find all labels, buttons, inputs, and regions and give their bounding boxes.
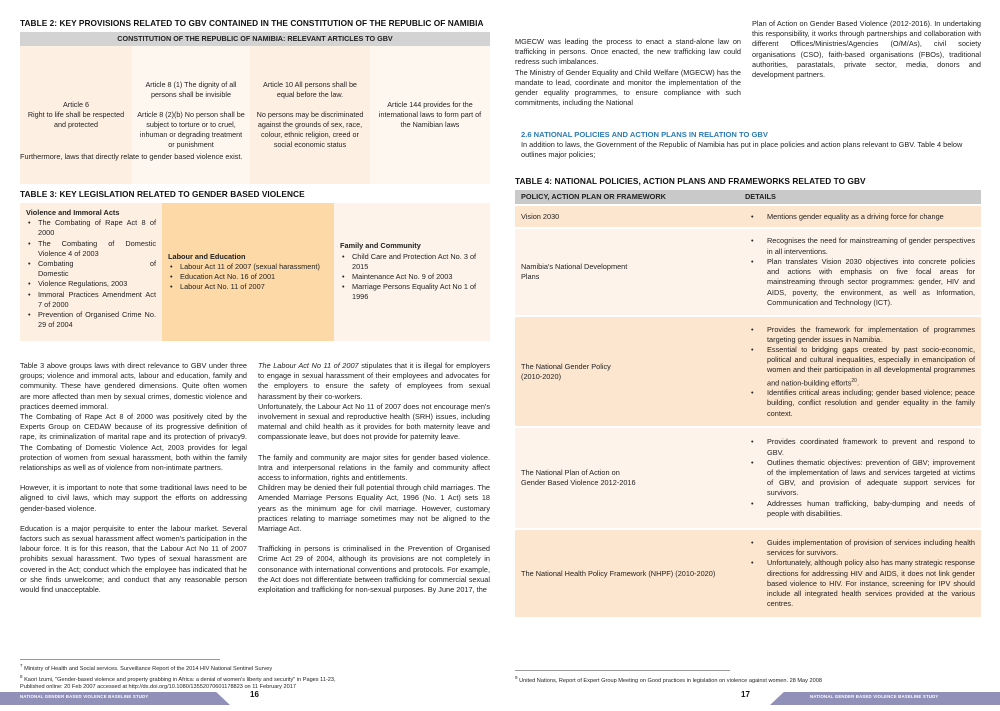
footer-title-right: NATIONAL GENDER BASED VIOLENCE BASELINE STUDY bbox=[810, 694, 939, 699]
list-item: • Child Care and Protection Act No. 3 of 2015 bbox=[340, 252, 484, 272]
list-item: • Labour Act No. 11 of 2007 bbox=[168, 282, 328, 292]
list-item: • Combating of Domestic bbox=[26, 259, 156, 279]
table4-header-details: DETAILS bbox=[739, 190, 981, 205]
list-item: • Maintenance Act No. 9 of 2003 bbox=[340, 272, 484, 282]
footnote: $^7$ Ministry of Health and Social services. Surveillance Report of the 2014 HIV National Sentinel Survey bbox=[20, 663, 273, 672]
section-text: In addition to laws, the Government of the Republic of Namibia has put in place policies and action plans relevant to GBV. Table 4 below outlines major policies; bbox=[521, 140, 963, 160]
paragraph: The Labour Act No 11 of 2007 stipulates that it is illegal for employers to engage in sexual harassment of their employees and advocates for the employers to ensure the safety of employees from sexual harassment by their co-workers. bbox=[258, 361, 490, 401]
left-column-2 bbox=[258, 361, 490, 595]
section-heading: 2.6 NATIONAL POLICIES AND ACTION PLANS IN RELATION TO GBV bbox=[521, 130, 768, 139]
footnote: $^8$ Kaori Izumi, "Gender-based violence and property grabbing in Africa: a denial of women's liberty and security" in Pages 11-23, bbox=[20, 673, 336, 683]
right-top-column-2: Plan of Action on Gender Based Violence (2012-2016). In undertaking this responsibility, it works through partnerships and collaboration with different Offices/Ministries/Agencies (O/M/As), civil society organisations (CSO), faith-based organisations (FBOs), traditional authorities, parastatals, private sector, media, donors and development partners. bbox=[752, 19, 981, 80]
table-row: The National Gender Policy (2010-2020) • Provides the framework for implementation of programmes targeting gender issues in Namibia. • Essential to bridging gaps created by past socio-economic, political and cultural inequalities, especially in emancipation of women and their participation in all developmental programmes and nation-building efforts$^{20}$. • Identifies critical areas including; gender based violence; peace building, conflict resolution and gender equality in the family context. bbox=[515, 316, 981, 427]
page-number-left: 16 bbox=[250, 690, 259, 699]
right-top-column-1: MGECW was leading the process to enact a stand-alone law on trafficking in persons. Once enacted, the new trafficking law could redress such imbalances. The Ministry of Gender Equality and Child Welfare (MGECW) has the mandate to lead, coordinate and monitor the implementation of the gender equality programmes, to ensure compliance with such commitments, including the National bbox=[515, 37, 741, 108]
list-item: • Immoral Practices Amendment Act 7 of 2000 bbox=[26, 290, 156, 310]
list-item: • Marriage Persons Equality Act No 1 of 1996 bbox=[340, 282, 484, 302]
paragraph: Trafficking in persons is criminalised in the Prevention of Organised Crime Act 29 of 2004, although its provisions are not completely in consonance with international conventions and protocols. For example, the Act does not differentiate between trafficking for commercial sexual exploitation and trafficking for non-sexual purposes. By June 2017, the bbox=[258, 544, 490, 595]
footnote-right: $^9$ United Nations, Report of Expert Group Meeting on Good practices in legislation on violence against women. 28 May 2008 bbox=[515, 675, 822, 684]
paragraph: Education is a major perquisite to enter the labour market. Several factors such as sexual harassment affect women's participation in the labour force. It is for this reason, that the Labour Act No 11 of 2007 prohibits sexual harassment. Two types of sexual harassment are covered in the Act; conduct which the employee has indicated that he or she finds unwelcome; and conduct that any reasonable person would find unacceptable. bbox=[20, 523, 247, 595]
list-item: • Prevention of Organised Crime No. 29 of 2004 bbox=[26, 310, 156, 330]
table2-cell-article144: Article 144 provides for the international laws to form part of the Namibian laws bbox=[370, 46, 490, 184]
list-item: • The Combating of Domestic Violence 4 of 2003 bbox=[26, 239, 156, 259]
footnotes-left bbox=[20, 662, 490, 691]
paragraph: Table 3 above groups laws with direct relevance to GBV under three groups; violence and immoral acts, labour and education, family and community. These have gendered dimensions. Quite often women are more affected than men by sexual crimes, domestic violence and practices deemed immoral. bbox=[20, 361, 247, 411]
footer-title-left: NATIONAL GENDER BASED VIOLENCE BASELINE STUDY bbox=[20, 694, 149, 699]
table2-cell-article6: Article 6 Right to life shall be respected and protected bbox=[20, 46, 132, 184]
list-item: • Labour Act 11 of 2007 (sexual harassment) bbox=[168, 262, 328, 272]
left-column-1 bbox=[20, 361, 247, 595]
table2-cell-article8: Article 8 (1) The dignity of all persons shall be invisible Article 8 (2)(b) No person shall be subject to torture or to cruel, inhuman or degrading treatment or punishment bbox=[132, 46, 250, 184]
table-row: Namibia's National Development Plans • Recognises the need for mainstreaming of gender perspectives in all interventions. • Plan translates Vision 2030 objectives into concrete policies and actions with emphasis on five focal areas for mainstreaming through sector programmes: gender, HIV and AIDS, poverty, the environment, as well as Information, Communication and Technology (ICT). bbox=[515, 228, 981, 316]
table4 bbox=[515, 190, 981, 617]
list-item: • Violence Regulations, 2003 bbox=[26, 279, 156, 289]
paragraph: However, it is important to note that some traditional laws need to be aligned to civil laws, which may support the efforts on addressing gender-based violence. bbox=[20, 483, 247, 513]
table-row: The National Plan of Action on Gender Based Violence 2012-2016 • Provides coordinated framework to prevent and respond to GBV. • Outlines thematic objectives: prevention of GBV; improvement of the implementation of laws and services targeted at victims of GBV, and provision of adequate support services for survivors. • Addresses human trafficking, baby-dumping and needs of people with disabilities. bbox=[515, 427, 981, 529]
paragraph: Unfortunately, the Labour Act No 11 of 2007 does not encourage men's involvement in sexual and reproductive health (SRH) issues, including maternal and child health as it provides for both maternity leave and compassionate leave, but does not provide for paternity leave. bbox=[258, 401, 490, 442]
paragraph: The family and community are major sites for gender based violence. Intra and interpersonal relations in the family and community affect access to information, rights and entitlements. bbox=[258, 452, 490, 483]
list-item: • The Combating of Rape Act 8 of 2000 bbox=[26, 218, 156, 238]
table-row: Vision 2030 • Mentions gender equality as a driving force for change bbox=[515, 205, 981, 228]
table3 bbox=[20, 203, 490, 341]
table4-title: TABLE 4: NATIONAL POLICIES, ACTION PLANS AND FRAMEWORKS RELATED TO GBV bbox=[515, 176, 866, 186]
para-after-table2: Furthermore, laws that directly relate to gender based violence exist. bbox=[20, 152, 243, 161]
footnote: Published online: 20 Feb 2007 accessed at http://dx.doi.org/10.1080/13552070601178823 on 11 February 2017 bbox=[20, 683, 296, 690]
paragraph: Children may be denied their full potential through child marriages. The Amended Marriage Persons Equality Act, 1996 (No. 1 Act) sets 18 years as the minimum age for civil marriage. However, customary practices relating to marriage sometimes may not be aligned to the Marriage Act. bbox=[258, 483, 490, 534]
table2-cell-article10: Article 10 All persons shall be equal before the law. No persons may be discriminated against the grounds of sex, race, colour, ethnic religion, creed or social economic status bbox=[250, 46, 370, 184]
page-number-right: 17 bbox=[741, 690, 750, 699]
table-row: The National Health Policy Framework (NHPF) (2010-2020) • Guides implementation of provision of services including health services for survivors. • Unfortunately, although policy also has many strategic response directions for addressing HIV and AIDS, it does not link gender based violence to HIV. For instance, screening for IPV should include all integrated health services provided at the various centres. bbox=[515, 529, 981, 617]
table4-header-policy: POLICY, ACTION PLAN OR FRAMEWORK bbox=[515, 190, 739, 205]
table3-group-violence: Violence and Immoral Acts • The Combating of Rape Act 8 of 2000 • The Combating of Domestic Violence 4 of 2003 • Combating of Domestic • Violence Regulations, 2003 • Immoral Practices Amendment Act 7 of 2000 • Prevention of Organised Crime No. 29 of 2004 bbox=[20, 203, 162, 341]
list-item: • Education Act No. 16 of 2001 bbox=[168, 272, 328, 282]
paragraph: The Combating of Rape Act 8 of 2000 was positively cited by the Experts Group on CEDAW because of its progressive definition of rape, its criminalization of marital rape and its protection of privacy9. The Combating of Domestic Violence Act, 2003 provides for legal protection of women from sexual harassment, both within the family relationships as well as of violence from non-intimate partners. bbox=[20, 412, 247, 473]
table2-header: CONSTITUTION OF THE REPUBLIC OF NAMIBIA: RELEVANT ARTICLES TO GBV bbox=[20, 32, 490, 46]
table3-group-labour: Labour and Education • Labour Act 11 of 2007 (sexual harassment) • Education Act No. 16 of 2001 • Labour Act No. 11 of 2007 bbox=[162, 203, 334, 341]
table2-title: TABLE 2: KEY PROVISIONS RELATED TO GBV CONTAINED IN THE CONSTITUTION OF THE REPUBLIC OF NAMIBIA bbox=[20, 18, 484, 28]
table3-group-family: Family and Community • Child Care and Protection Act No. 3 of 2015 • Maintenance Act No. 9 of 2003 • Marriage Persons Equality Act No 1 of 1996 bbox=[334, 203, 490, 341]
table3-title: TABLE 3: KEY LEGISLATION RELATED TO GENDER BASED VIOLENCE bbox=[20, 189, 305, 199]
